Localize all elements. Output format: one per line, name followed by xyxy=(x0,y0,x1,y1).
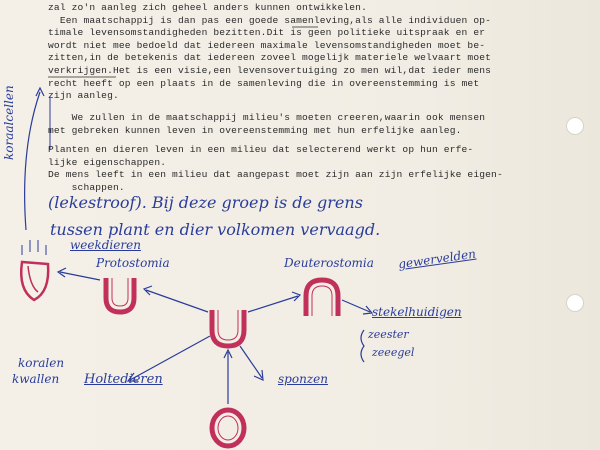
typed-line: wordt niet mee bedoeld dat iedereen maximale levensomstandigheden moet be- xyxy=(48,39,486,51)
margin-vertical-label: koraalcellen xyxy=(2,85,16,160)
typed-line: zal zo'n aanleg zich geheel anders kunnen ontwikkelen. xyxy=(48,2,367,13)
typed-line: verkrijgen.Het is een visie,een levensovertuiging zo men wil,dat ieder mens xyxy=(48,64,492,76)
coral-figure xyxy=(21,240,48,300)
typed-line: schappen. xyxy=(48,181,125,193)
typed-line: zitten,in de betekenis dat iedereen zoveel mogelijk materiele welvaart moet xyxy=(48,52,492,64)
label-gewervelden: gewervelden xyxy=(397,246,477,272)
typed-line: met gebreken kunnen leven in overeenstemming met hun erfelijke aanleg. xyxy=(48,124,462,136)
label-kwallen: kwallen xyxy=(12,372,60,386)
label-stekelhuidigen: stekelhuidigen xyxy=(372,305,462,319)
label-koralen: koralen xyxy=(18,356,65,370)
u-shape-center xyxy=(212,310,244,346)
label-holtedieren: Holtedieren xyxy=(84,372,163,387)
label-zeester: zeester xyxy=(368,328,409,341)
label-sponzen: sponzen xyxy=(278,372,328,386)
typed-line: timale levensomstandigheden bezitten.Dit is geen politieke uitspraak en er xyxy=(48,27,486,39)
u-shape-protostomia xyxy=(106,278,134,312)
typed-line: lijke eigenschappen. xyxy=(48,156,167,168)
typed-line: zijn aanleg. xyxy=(48,90,119,102)
typed-line: recht heeft op een plaats in de samenleving die in overeenstemming is met xyxy=(48,77,480,89)
handwritten-note-line1: (lekestroof). Bij deze groep is de grens xyxy=(48,193,363,212)
label-protostomia: Protostomia xyxy=(96,256,170,270)
label-deuterostomia: Deuterostomia xyxy=(284,256,374,270)
typed-line: Planten en dieren leven in een milieu dat selecterend werkt op hun erfe- xyxy=(48,144,474,155)
cell-circle xyxy=(212,410,244,446)
handwritten-note-line2: tussen plant en dier volkomen vervaagd. xyxy=(50,220,381,239)
label-weekdieren: weekdieren xyxy=(70,238,141,252)
typed-line: De mens leeft in een milieu dat aangepast moet zijn aan zijn erfelijke eigen- xyxy=(48,169,503,181)
u-shape-deuterostomia xyxy=(306,280,338,316)
label-zeeegel: zeeegel xyxy=(372,346,415,359)
typed-line: We zullen in de maatschappij milieu's moeten creeren,waarin ook mensen xyxy=(48,112,486,123)
typed-line: Een maatschappij is dan pas een goede samenleving,als alle individuen op- xyxy=(48,14,492,26)
